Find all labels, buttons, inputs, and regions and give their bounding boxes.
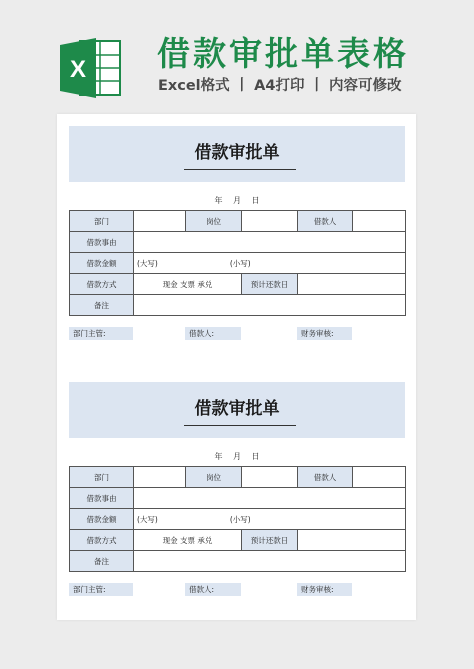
borrower-field[interactable] xyxy=(353,467,406,488)
excel-icon xyxy=(58,35,124,101)
dept-head-signature: 部门主管: xyxy=(69,327,133,340)
return-date-label: 预计还款日 xyxy=(242,530,298,551)
date-row xyxy=(69,195,405,206)
date-row xyxy=(69,451,405,462)
title-underline xyxy=(184,169,296,170)
reason-field[interactable] xyxy=(134,232,406,253)
subtitle-separator: 丨 xyxy=(309,78,324,94)
amount-label: 借款金额 xyxy=(70,509,134,530)
signature-row xyxy=(69,583,405,597)
remark-label: 备注 xyxy=(70,295,134,316)
document-page xyxy=(57,114,416,620)
return-date-field[interactable] xyxy=(298,274,406,295)
borrower-label: 借款人 xyxy=(298,467,353,488)
amount-lower-label: (小写) xyxy=(229,514,251,524)
borrower-field[interactable] xyxy=(353,211,406,232)
subtitle-editable: 内容可修改 xyxy=(328,78,402,94)
dept-head-signature: 部门主管: xyxy=(69,583,133,596)
dept-field[interactable] xyxy=(134,467,186,488)
table-row xyxy=(70,274,406,295)
dept-label: 部门 xyxy=(70,211,134,232)
title-underline xyxy=(184,425,296,426)
return-date-field[interactable] xyxy=(298,530,406,551)
amount-upper-label: (大写) xyxy=(137,258,158,268)
subtitle-separator: 丨 xyxy=(234,78,250,94)
page-subtitle xyxy=(158,74,401,95)
table-row xyxy=(70,551,406,572)
table-row xyxy=(70,530,406,551)
form-table xyxy=(69,466,406,572)
position-label: 岗位 xyxy=(186,211,242,232)
subtitle-print: A4打印 xyxy=(254,78,305,94)
position-field[interactable] xyxy=(242,211,298,232)
position-field[interactable] xyxy=(242,467,298,488)
svg-text:X: X xyxy=(69,56,87,83)
page-title: 借款审批单表格 xyxy=(157,34,409,73)
date-year: 年 xyxy=(214,196,223,205)
reason-label: 借款事由 xyxy=(70,232,134,253)
table-row xyxy=(70,253,406,274)
page-header xyxy=(0,0,474,108)
method-options[interactable]: 现金 支票 承兑 xyxy=(134,274,242,295)
method-options[interactable]: 现金 支票 承兑 xyxy=(134,530,242,551)
position-label: 岗位 xyxy=(186,467,242,488)
date-month: 月 xyxy=(233,452,241,461)
amount-upper-label: (大写) xyxy=(137,514,158,524)
table-row xyxy=(70,488,406,509)
amount-label: 借款金额 xyxy=(70,253,134,274)
amount-field[interactable] xyxy=(134,509,406,530)
borrower-signature: 借款人: xyxy=(185,583,241,596)
table-row xyxy=(70,467,406,488)
return-date-label: 预计还款日 xyxy=(242,274,298,295)
table-row xyxy=(70,232,406,253)
dept-field[interactable] xyxy=(134,211,186,232)
subtitle-format: Excel格式 xyxy=(158,78,230,94)
finance-signature: 财务审核: xyxy=(297,583,352,596)
amount-field[interactable] xyxy=(134,253,406,274)
reason-field[interactable] xyxy=(134,488,406,509)
borrower-signature: 借款人: xyxy=(185,327,241,340)
amount-lower-label: (小写) xyxy=(229,258,251,268)
remark-field[interactable] xyxy=(134,551,406,572)
finance-signature: 财务审核: xyxy=(297,327,352,340)
form-title: 借款审批单 xyxy=(194,143,280,163)
borrower-label: 借款人 xyxy=(298,211,353,232)
table-row xyxy=(70,509,406,530)
reason-label: 借款事由 xyxy=(70,488,134,509)
table-row xyxy=(70,211,406,232)
remark-field[interactable] xyxy=(134,295,406,316)
table-row xyxy=(70,295,406,316)
form-table xyxy=(69,210,406,316)
dept-label: 部门 xyxy=(70,467,134,488)
date-month: 月 xyxy=(233,196,241,205)
date-day: 日 xyxy=(251,452,260,461)
signature-row xyxy=(69,327,405,341)
date-day: 日 xyxy=(251,196,260,205)
date-year: 年 xyxy=(214,452,223,461)
method-label: 借款方式 xyxy=(70,530,134,551)
form-title: 借款审批单 xyxy=(194,399,280,419)
remark-label: 备注 xyxy=(70,551,134,572)
method-label: 借款方式 xyxy=(70,274,134,295)
